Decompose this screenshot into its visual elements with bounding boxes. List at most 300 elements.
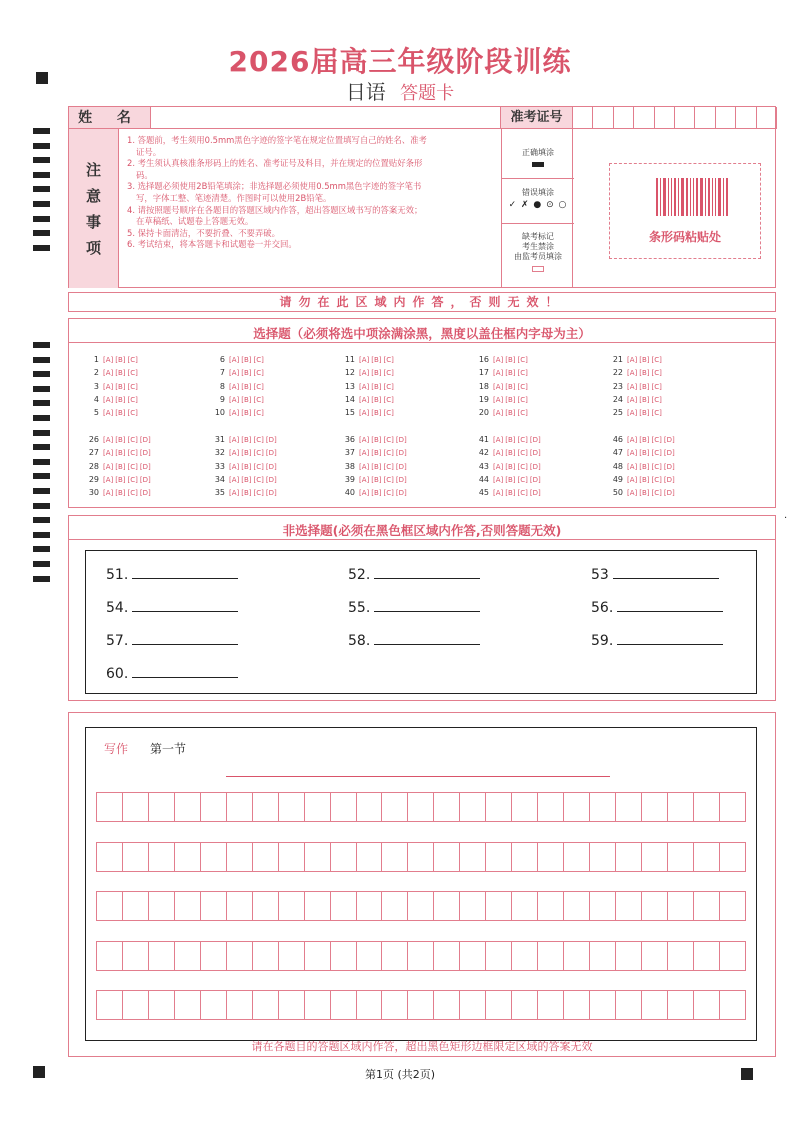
- choice-bubble[interactable]: [B]: [115, 369, 126, 378]
- choice-bubble[interactable]: [D]: [265, 489, 277, 498]
- choice-question-28: 28 [A] [B] [C] [D]: [88, 461, 151, 471]
- choice-bubble[interactable]: [D]: [395, 449, 407, 458]
- writing-grid-row[interactable]: [96, 941, 746, 971]
- choice-bubble[interactable]: [A]: [229, 462, 240, 471]
- choice-bubble[interactable]: [A]: [229, 382, 240, 391]
- choice-bubble[interactable]: [A]: [627, 409, 638, 418]
- choice-bubble[interactable]: [B]: [115, 489, 126, 498]
- timing-mark: [33, 517, 50, 523]
- choice-question-16: 16 [A] [B] [C]: [478, 355, 528, 364]
- choice-bubble[interactable]: [C]: [383, 436, 394, 444]
- choice-bubble[interactable]: [B]: [241, 369, 252, 378]
- writing-label: 写作: [104, 742, 129, 756]
- timing-mark: [33, 371, 50, 377]
- notice-item: 4. 请按照题号顺序在各题目的答题区域内作答，超出答题区域书写的答案无效；在草稿纸、试题卷上答题无效。: [127, 204, 423, 227]
- writing-footer-note: 请在各题目的答题区域内作答，超出黑色矩形边框限定区域的答案无效: [251, 1040, 593, 1053]
- notice-item: 6. 考试结束，将本答题卡和试题卷一并交回。: [127, 239, 297, 250]
- timing-mark: [33, 201, 50, 207]
- timing-mark: [33, 216, 50, 222]
- card-type: 答题卡: [400, 83, 455, 104]
- choice-bubble[interactable]: [C]: [253, 382, 264, 391]
- choice-title: 选择题（必须将选中项涂满涂黑，黑度以盖住框内字母为主）: [253, 326, 591, 341]
- choice-bubble[interactable]: [D]: [529, 475, 541, 484]
- choice-bubble[interactable]: [B]: [371, 409, 382, 418]
- choice-bubble[interactable]: [C]: [383, 382, 394, 391]
- choice-bubble[interactable]: [A]: [493, 356, 504, 364]
- choice-question-50: 50 [A] [B] [C] [D]: [612, 488, 675, 498]
- choice-bubble[interactable]: [B]: [115, 462, 126, 471]
- choice-bubble[interactable]: [A]: [103, 462, 114, 471]
- choice-bubble[interactable]: [B]: [115, 475, 126, 484]
- fill-examples: [501, 129, 573, 288]
- choice-bubble[interactable]: [A]: [103, 449, 114, 458]
- choice-question-19: 19 [A] [B] [C]: [478, 394, 528, 404]
- choice-question-30: 30 [A] [B] [C] [D]: [88, 488, 151, 498]
- choice-bubble[interactable]: [B]: [639, 356, 650, 364]
- choice-bubble[interactable]: [C]: [383, 409, 394, 418]
- choice-bubble[interactable]: [B]: [639, 436, 650, 444]
- choice-question-31: 31 [A] [B] [C] [D]: [214, 435, 277, 444]
- choice-bubble[interactable]: [C]: [253, 409, 264, 418]
- blank-58[interactable]: 58.: [348, 633, 480, 649]
- choice-bubble[interactable]: [C]: [127, 462, 138, 471]
- subject-name: 日语: [345, 80, 386, 104]
- choice-bubble[interactable]: [A]: [229, 395, 240, 404]
- choice-bubble[interactable]: [C]: [127, 489, 138, 498]
- choice-question-35: 35 [A] [B] [C] [D]: [214, 488, 277, 498]
- choice-bubble[interactable]: [D]: [395, 462, 407, 471]
- timing-mark: [33, 128, 50, 134]
- choice-question-47: 47 [A] [B] [C] [D]: [612, 448, 675, 458]
- choice-question-43: 43 [A] [B] [C] [D]: [478, 461, 541, 471]
- choice-bubble[interactable]: [A]: [229, 369, 240, 378]
- choice-bubble[interactable]: [B]: [371, 489, 382, 498]
- choice-bubble[interactable]: [B]: [639, 382, 650, 391]
- choice-question-7: 7 [A] [B] [C]: [219, 368, 264, 378]
- choice-bubble[interactable]: [A]: [103, 356, 114, 364]
- timing-mark: [33, 230, 50, 236]
- choice-bubble[interactable]: [A]: [359, 356, 370, 364]
- timing-mark: [33, 561, 50, 567]
- choice-bubble[interactable]: [C]: [651, 462, 662, 471]
- writing-title-line[interactable]: [226, 776, 610, 777]
- choice-bubble[interactable]: [A]: [493, 436, 504, 444]
- choice-bubble[interactable]: [B]: [241, 395, 252, 404]
- correct-fill-example: 正确填涂: [502, 129, 574, 179]
- choice-bubble[interactable]: [B]: [241, 382, 252, 391]
- choice-bubble[interactable]: [A]: [359, 409, 370, 418]
- choice-question-5: 5 [A] [B] [C]: [93, 408, 138, 418]
- non-choice-answer-area: [85, 550, 757, 694]
- choice-bubble[interactable]: [A]: [359, 395, 370, 404]
- choice-bubble[interactable]: [B]: [115, 449, 126, 458]
- choice-bubble[interactable]: [D]: [139, 475, 151, 484]
- choice-question-4: 4 [A] [B] [C]: [93, 394, 138, 404]
- choice-bubble[interactable]: [C]: [127, 382, 138, 391]
- choice-bubble[interactable]: [B]: [505, 382, 516, 391]
- blank-56[interactable]: 56.: [591, 600, 723, 616]
- choice-question-22: 22 [A] [B] [C]: [612, 368, 662, 378]
- choice-bubble[interactable]: [A]: [103, 489, 114, 498]
- choice-question-13: 13 [A] [B] [C]: [344, 381, 394, 391]
- writing-section: [68, 712, 776, 1057]
- choice-bubble[interactable]: [A]: [103, 395, 114, 404]
- timing-mark: [33, 430, 50, 436]
- choice-bubble[interactable]: [B]: [639, 409, 650, 418]
- choice-bubble[interactable]: [C]: [253, 436, 264, 444]
- choice-question-17: 17 [A] [B] [C]: [478, 368, 528, 378]
- choice-bubble[interactable]: [B]: [241, 475, 252, 484]
- choice-bubble[interactable]: [B]: [115, 382, 126, 391]
- writing-grid-row[interactable]: [96, 891, 746, 921]
- choice-bubble[interactable]: [A]: [229, 436, 240, 444]
- choice-bubble[interactable]: [C]: [517, 382, 528, 391]
- choice-question-42: 42 [A] [B] [C] [D]: [478, 448, 541, 458]
- choice-question-39: 39 [A] [B] [C] [D]: [344, 474, 407, 484]
- choice-bubble[interactable]: [C]: [517, 449, 528, 458]
- choice-question-14: 14 [A] [B] [C]: [344, 394, 394, 404]
- name-field[interactable]: [151, 107, 501, 129]
- choice-bubble[interactable]: [A]: [103, 382, 114, 391]
- writing-grid-row[interactable]: [96, 792, 746, 822]
- choice-bubble[interactable]: [A]: [627, 449, 638, 458]
- choice-bubble[interactable]: [A]: [627, 475, 638, 484]
- choice-bubble[interactable]: [A]: [493, 369, 504, 378]
- choice-bubble[interactable]: [D]: [139, 462, 151, 471]
- choice-bubble[interactable]: [A]: [627, 382, 638, 391]
- name-label: 姓 名: [69, 107, 151, 129]
- timing-mark: [33, 157, 50, 163]
- choice-question-44: 44 [A] [B] [C] [D]: [478, 474, 541, 484]
- choice-bubble[interactable]: [B]: [505, 475, 516, 484]
- timing-mark: [33, 342, 50, 348]
- choice-bubble[interactable]: [C]: [127, 369, 138, 378]
- choice-bubble[interactable]: [D]: [529, 462, 541, 471]
- choice-bubble[interactable]: [D]: [529, 489, 541, 498]
- choice-question-33: 33 [A] [B] [C] [D]: [214, 461, 277, 471]
- choice-bubble[interactable]: [A]: [493, 462, 504, 471]
- choice-bubble[interactable]: [B]: [241, 462, 252, 471]
- choice-bubble[interactable]: [C]: [127, 436, 138, 444]
- choice-bubble[interactable]: [B]: [639, 475, 650, 484]
- choice-bubble[interactable]: [D]: [663, 449, 675, 458]
- choice-bubble[interactable]: [C]: [517, 462, 528, 471]
- barcode-area: [609, 163, 761, 259]
- choice-bubble[interactable]: [A]: [229, 449, 240, 458]
- choice-bubble[interactable]: [A]: [493, 395, 504, 404]
- choice-bubble[interactable]: [D]: [265, 475, 277, 484]
- wrong-fill-example: 错误填涂 ✓ ✗ ● ⊙ ○: [502, 179, 574, 224]
- choice-bubble[interactable]: [B]: [505, 356, 516, 364]
- choice-bubble[interactable]: [C]: [517, 395, 528, 404]
- choice-bubble[interactable]: [C]: [253, 369, 264, 378]
- timing-mark: [33, 576, 50, 582]
- choice-bubble[interactable]: [A]: [229, 489, 240, 498]
- timing-mark: [33, 444, 50, 450]
- choice-bubble[interactable]: [C]: [383, 489, 394, 498]
- blank-51[interactable]: 51.: [106, 567, 238, 583]
- blank-53[interactable]: 53: [591, 567, 719, 583]
- choice-bubble[interactable]: [B]: [371, 395, 382, 404]
- choice-bubble[interactable]: [B]: [371, 475, 382, 484]
- choice-bubble[interactable]: [C]: [253, 395, 264, 404]
- notice-item: 1. 答题前，考生须用0.5mm黑色字迹的签字笔在规定位置填写自己的姓名、准考证号。: [127, 135, 427, 157]
- notice-item: 2. 考生须认真核准条形码上的姓名、准考证号及科目，并在规定的位置贴好条形码。: [127, 158, 423, 180]
- choice-question-21: 21 [A] [B] [C]: [612, 355, 662, 364]
- choice-bubble[interactable]: [B]: [639, 395, 650, 404]
- choice-bubble[interactable]: [C]: [651, 436, 662, 444]
- choice-bubble[interactable]: [C]: [127, 356, 138, 364]
- absent-mark-box: 缺考标记 考生禁涂 由监考员填涂: [502, 224, 574, 288]
- choice-bubble[interactable]: [C]: [253, 356, 264, 364]
- choice-bubble[interactable]: [B]: [371, 356, 382, 364]
- side-dot: ·: [784, 513, 788, 524]
- choice-bubble[interactable]: [B]: [115, 395, 126, 404]
- choice-bubble[interactable]: [A]: [103, 436, 114, 444]
- choice-bubble[interactable]: [A]: [627, 462, 638, 471]
- choice-bubble[interactable]: [C]: [517, 489, 528, 498]
- barcode-label: 条形码粘贴处: [648, 230, 721, 244]
- choice-bubble[interactable]: [A]: [627, 489, 638, 498]
- choice-question-38: 38 [A] [B] [C] [D]: [344, 461, 407, 471]
- choice-bubble[interactable]: [C]: [517, 356, 528, 364]
- choice-bubble[interactable]: [B]: [115, 356, 126, 364]
- choice-bubble[interactable]: [D]: [139, 436, 151, 444]
- choice-bubble[interactable]: [A]: [229, 475, 240, 484]
- choice-bubble[interactable]: [A]: [359, 462, 370, 471]
- choice-bubble[interactable]: [C]: [651, 395, 662, 404]
- choice-bubble[interactable]: [A]: [627, 436, 638, 444]
- choice-bubble[interactable]: [B]: [505, 369, 516, 378]
- choice-question-6: 6 [A] [B] [C]: [219, 355, 264, 364]
- choice-question-3: 3 [A] [B] [C]: [93, 381, 138, 391]
- choice-bubble[interactable]: [D]: [529, 449, 541, 458]
- choice-bubble[interactable]: [B]: [505, 462, 516, 471]
- choice-bubble[interactable]: [D]: [395, 489, 407, 498]
- choice-bubble[interactable]: [C]: [127, 395, 138, 404]
- notice-item: 5. 保持卡面清洁，不要折叠、不要弄破。: [127, 227, 281, 238]
- choice-bubble[interactable]: [B]: [241, 449, 252, 458]
- choice-bubble[interactable]: [C]: [517, 409, 528, 418]
- choice-bubble[interactable]: [A]: [493, 489, 504, 498]
- choice-bubble[interactable]: [C]: [651, 369, 662, 378]
- choice-bubble[interactable]: [C]: [383, 462, 394, 471]
- choice-bubble[interactable]: [A]: [359, 382, 370, 391]
- choice-bubble[interactable]: [A]: [229, 409, 240, 418]
- choice-question-18: 18 [A] [B] [C]: [478, 381, 528, 391]
- choice-bubble[interactable]: [A]: [103, 369, 114, 378]
- choice-question-12: 12 [A] [B] [C]: [344, 368, 394, 378]
- choice-bubble[interactable]: [D]: [395, 436, 407, 444]
- choice-question-15: 15 [A] [B] [C]: [344, 408, 394, 418]
- choice-question-36: 36 [A] [B] [C] [D]: [344, 435, 407, 444]
- notice-list: [127, 135, 427, 251]
- choice-bubble[interactable]: [B]: [115, 436, 126, 444]
- choice-question-32: 32 [A] [B] [C] [D]: [214, 448, 277, 458]
- choice-bubble[interactable]: [C]: [517, 369, 528, 378]
- choice-bubble[interactable]: [B]: [241, 409, 252, 418]
- choice-question-29: 29 [A] [B] [C] [D]: [88, 474, 151, 484]
- timing-mark: [33, 400, 50, 406]
- choice-bubble[interactable]: [A]: [103, 409, 114, 418]
- choice-bubble[interactable]: [D]: [663, 489, 675, 498]
- choice-bubble[interactable]: [C]: [383, 369, 394, 378]
- choice-section: [68, 318, 776, 508]
- choice-bubble[interactable]: [A]: [103, 475, 114, 484]
- choice-bubble[interactable]: [C]: [383, 356, 394, 364]
- notice-item: 3. 选择题必须使用2B铅笔填涂；非选择题必须使用0.5mm黑色字迹的签字笔书写，字体工整、笔迹清楚。作图时可以使用2B铅笔。: [127, 181, 422, 203]
- choice-question-1: 1 [A] [B] [C]: [93, 355, 138, 364]
- choice-bubble[interactable]: [A]: [493, 409, 504, 418]
- blank-57[interactable]: 57.: [106, 633, 238, 649]
- choice-bubble[interactable]: [A]: [359, 449, 370, 458]
- choice-bubble[interactable]: [D]: [529, 436, 541, 444]
- choice-question-10: 10 [A] [B] [C]: [214, 408, 264, 418]
- choice-bubble[interactable]: [C]: [127, 409, 138, 418]
- timing-mark: [33, 143, 50, 149]
- choice-bubble[interactable]: [D]: [265, 462, 277, 471]
- choice-bubble[interactable]: [A]: [359, 369, 370, 378]
- choice-question-11: 11 [A] [B] [C]: [344, 355, 394, 364]
- page-title: 2026届高三年级阶段训练: [228, 45, 572, 78]
- timing-mark: [33, 415, 50, 421]
- choice-bubble[interactable]: [B]: [371, 436, 382, 444]
- choice-question-41: 41 [A] [B] [C] [D]: [478, 435, 541, 444]
- choice-bubble[interactable]: [C]: [651, 409, 662, 418]
- timing-mark: [33, 488, 50, 494]
- page-subtitle: [0, 76, 800, 105]
- choice-bubble[interactable]: [B]: [505, 409, 516, 418]
- timing-mark: [33, 473, 50, 479]
- timing-mark: [33, 532, 50, 538]
- choice-bubble[interactable]: [A]: [359, 436, 370, 444]
- choice-bubble[interactable]: [C]: [517, 436, 528, 444]
- choice-bubble[interactable]: [C]: [127, 449, 138, 458]
- choice-bubble[interactable]: [B]: [505, 436, 516, 444]
- barcode-graphic: [656, 178, 730, 216]
- choice-bubble[interactable]: [A]: [359, 475, 370, 484]
- page-number: 第1页 (共2页): [364, 1068, 436, 1081]
- blank-59[interactable]: 59.: [591, 633, 723, 649]
- choice-bubble[interactable]: [B]: [241, 356, 252, 364]
- choice-bubble[interactable]: [C]: [651, 475, 662, 484]
- choice-bubble[interactable]: [C]: [383, 395, 394, 404]
- timing-mark: [33, 245, 50, 251]
- timing-mark: [33, 357, 50, 363]
- choice-bubble[interactable]: [D]: [663, 462, 675, 471]
- choice-bubble[interactable]: [A]: [493, 475, 504, 484]
- choice-bubble[interactable]: [C]: [517, 475, 528, 484]
- writing-grid-row[interactable]: [96, 990, 746, 1020]
- choice-bubble[interactable]: [A]: [493, 382, 504, 391]
- choice-question-25: 25 [A] [B] [C]: [612, 408, 662, 418]
- exam-number-cells[interactable]: [573, 107, 777, 129]
- non-choice-title: 非选择题(必须在黑色框区域内作答,否则答题无效): [282, 523, 562, 538]
- choice-bubble[interactable]: [B]: [505, 449, 516, 458]
- choice-bubble[interactable]: [B]: [639, 462, 650, 471]
- choice-question-49: 49 [A] [B] [C] [D]: [612, 474, 675, 484]
- choice-bubble[interactable]: [B]: [371, 369, 382, 378]
- choice-bubble[interactable]: [A]: [229, 356, 240, 364]
- choice-bubble[interactable]: [B]: [505, 489, 516, 498]
- choice-bubble[interactable]: [A]: [627, 356, 638, 364]
- choice-bubble[interactable]: [B]: [371, 449, 382, 458]
- notice-label: 注 意 事 项: [69, 129, 119, 288]
- timing-mark: [33, 172, 50, 178]
- choice-question-27: 27 [A] [B] [C] [D]: [88, 448, 151, 458]
- choice-bubble[interactable]: [A]: [493, 449, 504, 458]
- choice-bubble[interactable]: [D]: [663, 475, 675, 484]
- exam-number-label: 准考证号: [501, 107, 573, 129]
- choice-bubble[interactable]: [C]: [651, 382, 662, 391]
- choice-bubble[interactable]: [C]: [651, 449, 662, 458]
- choice-question-20: 20 [A] [B] [C]: [478, 408, 528, 418]
- writing-grid-row[interactable]: [96, 842, 746, 872]
- writing-answer-area: [85, 727, 757, 1041]
- choice-bubble[interactable]: [B]: [115, 409, 126, 418]
- choice-bubble[interactable]: [D]: [663, 436, 675, 444]
- choice-question-8: 8 [A] [B] [C]: [219, 381, 264, 391]
- choice-bubble[interactable]: [C]: [383, 449, 394, 458]
- choice-bubble[interactable]: [B]: [639, 449, 650, 458]
- choice-bubble[interactable]: [B]: [639, 489, 650, 498]
- choice-bubble[interactable]: [B]: [505, 395, 516, 404]
- choice-bubble[interactable]: [D]: [139, 449, 151, 458]
- no-answer-warning: 请勿在此区域内作答，否则无效！: [68, 292, 776, 312]
- choice-bubble[interactable]: [D]: [139, 489, 151, 498]
- choice-bubble[interactable]: [B]: [639, 369, 650, 378]
- choice-bubble[interactable]: [D]: [265, 449, 277, 458]
- blank-54[interactable]: 54.: [106, 600, 238, 616]
- blank-55[interactable]: 55.: [348, 600, 480, 616]
- choice-bubble[interactable]: [A]: [627, 395, 638, 404]
- choice-bubble[interactable]: [C]: [651, 489, 662, 498]
- timing-mark: [33, 459, 50, 465]
- choice-question-9: 9 [A] [B] [C]: [219, 394, 264, 404]
- choice-bubble[interactable]: [C]: [253, 475, 264, 484]
- non-choice-section: [68, 515, 776, 701]
- choice-bubble[interactable]: [B]: [371, 382, 382, 391]
- choice-question-24: 24 [A] [B] [C]: [612, 394, 662, 404]
- choice-bubble[interactable]: [B]: [241, 489, 252, 498]
- choice-question-37: 37 [A] [B] [C] [D]: [344, 448, 407, 458]
- choice-question-40: 40 [A] [B] [C] [D]: [344, 488, 407, 498]
- choice-bubble[interactable]: [C]: [253, 462, 264, 471]
- choice-question-26: 26 [A] [B] [C] [D]: [88, 435, 151, 444]
- choice-title-bar: [69, 319, 775, 343]
- choice-bubble[interactable]: [D]: [395, 475, 407, 484]
- choice-bubble[interactable]: [C]: [383, 475, 394, 484]
- choice-bubble[interactable]: [C]: [127, 475, 138, 484]
- choice-bubble[interactable]: [C]: [651, 356, 662, 364]
- choice-bubble[interactable]: [A]: [627, 369, 638, 378]
- blank-60[interactable]: 60.: [106, 666, 238, 682]
- non-choice-title-bar: [69, 516, 775, 540]
- choice-bubble[interactable]: [C]: [253, 449, 264, 458]
- choice-bubble[interactable]: [C]: [253, 489, 264, 498]
- choice-bubble[interactable]: [D]: [265, 436, 277, 444]
- choice-question-2: 2 [A] [B] [C]: [93, 368, 138, 378]
- absent-checkbox[interactable]: [532, 266, 544, 272]
- student-info-box: [68, 106, 776, 288]
- wrong-marks: ✓ ✗ ● ⊙ ○: [508, 200, 568, 210]
- choice-bubble[interactable]: [B]: [241, 436, 252, 444]
- timing-mark: [33, 186, 50, 192]
- timing-mark: [33, 503, 50, 509]
- choice-bubble[interactable]: [B]: [371, 462, 382, 471]
- choice-bubble[interactable]: [A]: [359, 489, 370, 498]
- blank-52[interactable]: 52.: [348, 567, 480, 583]
